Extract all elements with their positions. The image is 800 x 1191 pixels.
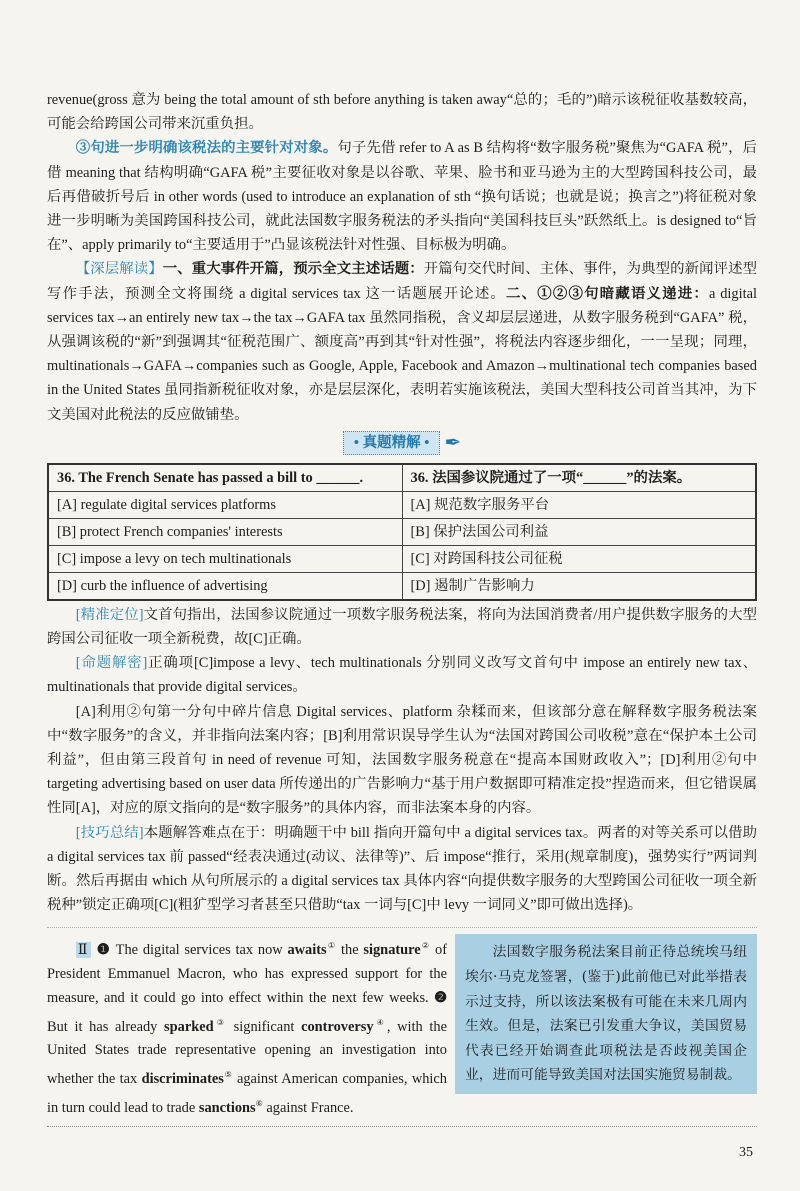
option-zh: [C] 对跨国科技公司征税 bbox=[402, 545, 756, 572]
text-segment: [A]利用②句第一分句中碎片信息 Digital services、platform 杂糅而来，但该部分意在解释数字服务税法案中“数字服务”的含义，并非指向法案内容；[B]利用常识误导学生认为“法国对跨国公司收税”意在“保护本土公司利益”，但由第三段首句 in need of revenue 可知，法国数字服务税意在“提高本国财政收入”；[D]利用②句中 targeting advertising based on user data 所传递出的广告影响力“基于用户数据即可精准定投”捏造而来，但它错误属性同[A]，对应的原文指向的是“数字服务”的具体内容，而非法案本身的内容。 bbox=[47, 703, 757, 817]
vocab-word: discriminates bbox=[141, 1070, 224, 1087]
text-segment: ❶ bbox=[96, 942, 116, 959]
option-row bbox=[48, 518, 756, 545]
dotted-divider bbox=[47, 1126, 757, 1127]
section-label: [技巧总结] bbox=[75, 824, 144, 841]
footnote-marker: ④ bbox=[373, 1017, 387, 1027]
page-content bbox=[47, 88, 757, 917]
section-heading bbox=[47, 431, 757, 457]
text-segment: 一、重大事件开篇，预示全文主述话题： bbox=[162, 261, 424, 278]
vocab-word: awaits bbox=[287, 942, 327, 959]
text-segment: ❷ bbox=[434, 989, 447, 1006]
option-row bbox=[48, 545, 756, 572]
footnote-marker: ② bbox=[420, 941, 431, 951]
section-title: • 真题精解 • bbox=[343, 431, 440, 455]
text-segment: 二、①②③句暗藏语义递进： bbox=[506, 285, 710, 302]
vocab-word: signature bbox=[363, 942, 421, 959]
footnote-marker: ⑥ bbox=[255, 1098, 263, 1108]
text-segment: against France. bbox=[262, 1099, 354, 1116]
text-segment: against American companies, which in turn could lead to trade bbox=[47, 1070, 447, 1116]
text-segment: significant bbox=[226, 1018, 302, 1035]
text-segment: 文首句指出，法国参议院通过一项数字服务税法案，将向为法国消费者/用户提供数字服务的大型跨国公司征收一项全新税费，故[C]正确。 bbox=[47, 606, 757, 648]
option-zh: [D] 遏制广告影响力 bbox=[402, 572, 756, 600]
explanation-paragraphs bbox=[47, 88, 757, 427]
text-segment: a digital services tax→an entirely new tax→the tax→GAFA tax 虽然同指税，含义却层层递进，从数字服务税到“GAFA” 税，从强调该税的“新”到强调其“征税范围广、额度高”再到其“针对性强”，将税法内容逐步细化，一一呈现；同理，multinationals→GAFA→companies such as Google, Apple, Facebook and Amazon→multinational tech companies based in the United States 虽同指新税征收对象，亦是层层深化，表明若实施该税法，美国大型科技公司首当其冲，为下文美国对此税法的反应做铺垫。 bbox=[47, 285, 757, 423]
paragraph-marker: Ⅱ bbox=[77, 942, 89, 959]
question-zh: 36. 法国参议院通过了一项“______”的法案。 bbox=[402, 464, 756, 492]
passage-english bbox=[47, 934, 447, 1120]
vocab-word: sanctions bbox=[198, 1099, 256, 1116]
answer-analysis bbox=[47, 603, 757, 918]
text-segment: the bbox=[336, 942, 364, 959]
text-segment: 本题解答难点在于：明确题干中 bill 指向开篇句中 a digital services tax。两者的对等关系可以借助 a digital services tax 前 passed“经表决通过(动议、法律等)”、后 impose“推行，采用(规章制度)，强势实行”两词判断。然后再据由 which 从句所展示的 a digital services tax 具体内容“向提供数字服务的大型跨国公司征收一项全新税种”锁定正确项[C](粗犷型学习者甚至只借助“tax 一词与[C]中 levy 一词同义”即可做出选择)。 bbox=[47, 824, 757, 914]
option-en: [C] impose a levy on tech multinationals bbox=[48, 545, 402, 572]
footnote-marker: ⑤ bbox=[223, 1070, 233, 1080]
option-row bbox=[48, 491, 756, 518]
question-table bbox=[47, 463, 757, 601]
option-zh: [B] 保护法国公司利益 bbox=[402, 518, 756, 545]
option-row bbox=[48, 572, 756, 600]
question-row bbox=[48, 464, 756, 492]
text-segment: 开篇句交代时间、主体、事件，为典型的新闻评述型写作手法，预测全文将围绕 a digital services tax 这一话题展开论述。 bbox=[47, 261, 757, 302]
paragraph bbox=[47, 821, 757, 918]
text-segment: 句子先借 refer to A as B 结构将“数字服务税”聚焦为“GAFA 税”，后借 meaning that 结构明确“GAFA 税”主要征收对象是以谷歌、苹果、脸书和亚马逊为主的大型跨国科技公司，最后再借破折号后 in other words (used to introduce an explanation of sth “换句话说；也就是说；换言之”)将征税对象进一步明晰为美国跨国科技公司，就此法国数字服务税法的矛头指向“美国科技巨头”跃然纸上。is designed to“旨在”、apply primarily to“主要适用于”凸显该税法针对性强、目标极为明确。 bbox=[47, 140, 757, 254]
text-segment: revenue(gross 意为 being the total amount of sth before anything is taken away“总的；毛的”)暗示该税征收基数较高，可能会给跨国公司带来沉重负担。 bbox=[47, 92, 757, 133]
paragraph bbox=[47, 651, 757, 699]
section-label: ③句进一步明确该税法的主要针对对象。 bbox=[75, 140, 338, 157]
page-number: 35 bbox=[739, 1145, 753, 1161]
option-en: [A] regulate digital services platforms bbox=[48, 491, 402, 518]
vocab-word: controversy bbox=[301, 1018, 374, 1035]
vocab-word: sparked bbox=[164, 1018, 214, 1035]
text-segment: The digital services tax now bbox=[115, 942, 288, 959]
section-label: [精准定位] bbox=[75, 606, 144, 623]
paragraph bbox=[47, 603, 757, 651]
text-segment: 正确项[C]impose a levy、tech multinationals 分别同义改写文首句中 impose an entirely new tax、multinationals that provide digital services。 bbox=[47, 655, 757, 696]
footnote-marker: ③ bbox=[213, 1017, 227, 1027]
passage-section bbox=[47, 927, 757, 1120]
text-segment: , with the United States trade representative opening an investigation into whether the tax bbox=[47, 1018, 448, 1087]
paragraph bbox=[47, 88, 757, 136]
footnote-marker: ① bbox=[326, 941, 337, 951]
option-en: [D] curb the influence of advertising bbox=[48, 572, 402, 600]
paragraph bbox=[47, 700, 757, 821]
question-en: 36. The French Senate has passed a bill to ______. bbox=[48, 464, 402, 492]
option-en: [B] protect French companies' interests bbox=[48, 518, 402, 545]
passage-translation: 法国数字服务税法案目前正待总统埃马纽埃尔·马克龙签署，(鉴于)此前他已对此举措表示过支持，所以该法案极有可能在未来几周内生效。但是，法案已引发重大争议，美国贸易代表已经开始调查此项税法是否歧视美国企业，进而可能导致美国对法国实施贸易制裁。 bbox=[455, 934, 757, 1094]
section-label: [命题解密] bbox=[75, 655, 148, 672]
option-zh: [A] 规范数字服务平台 bbox=[402, 491, 756, 518]
pen-icon: ✒ bbox=[444, 432, 462, 455]
paragraph bbox=[47, 136, 757, 257]
section-label: 【深层解读】 bbox=[75, 261, 163, 278]
text-segment: But it has already bbox=[47, 1018, 165, 1035]
paragraph bbox=[47, 257, 757, 426]
text-segment: of President Emmanuel Macron, who has expressed support for the measure, and it could go into effect within the next few weeks. bbox=[47, 942, 448, 1006]
